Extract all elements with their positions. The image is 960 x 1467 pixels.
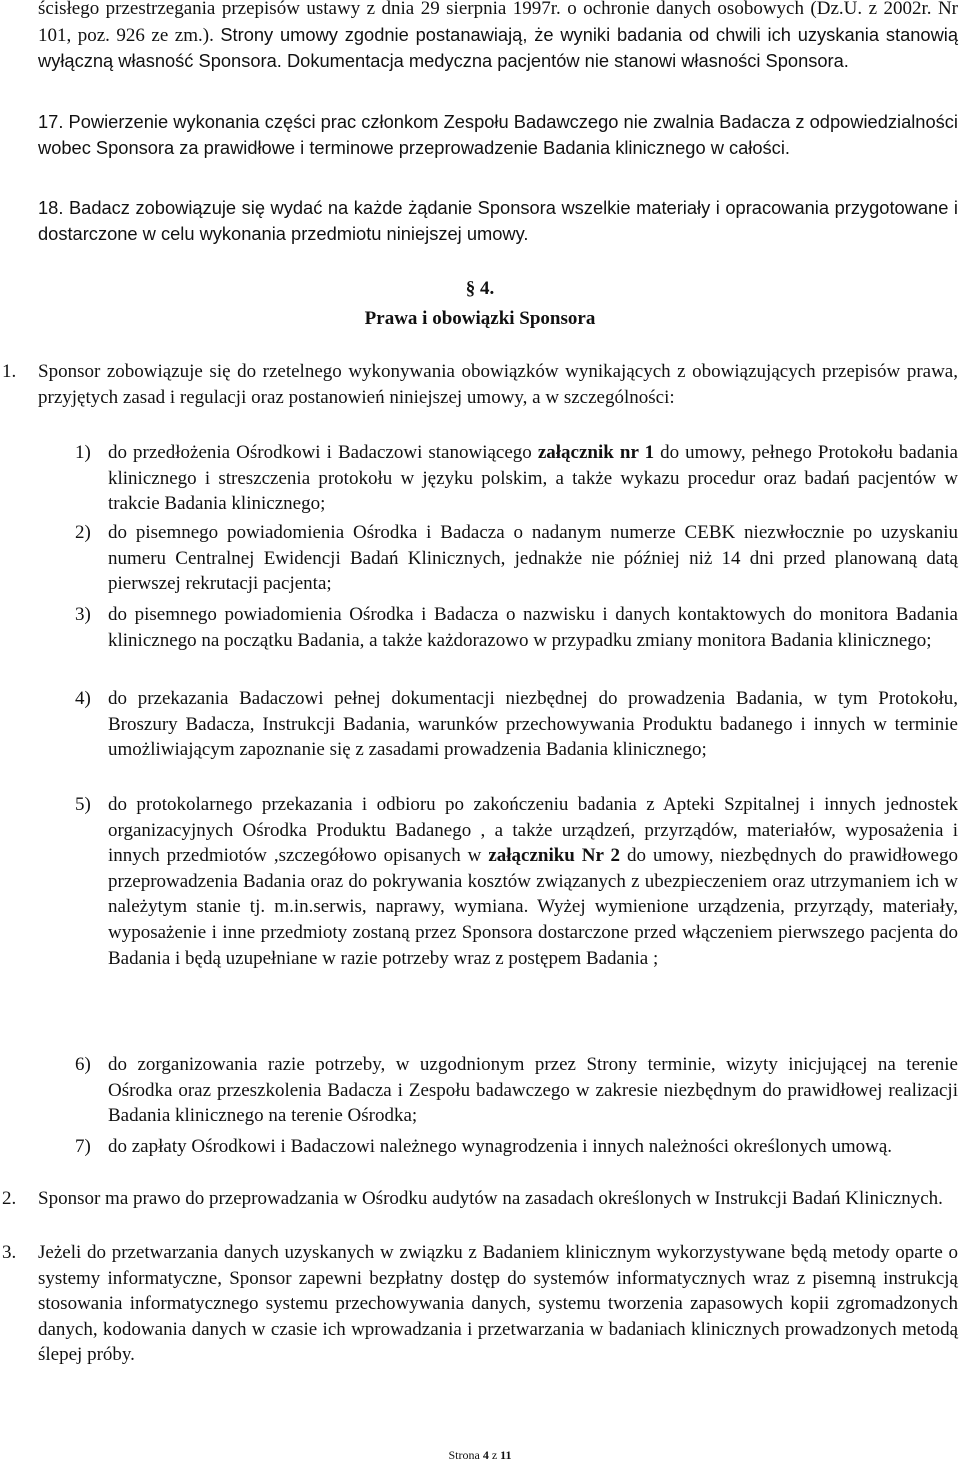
item-2-text: Sponsor ma prawo do przeprowadzania w Ośrodku audytów na zasadach określonych w Instrukcji Badań Klinicznych. (38, 1188, 943, 1209)
paragraph-number: 18. (38, 197, 64, 218)
item-3-text: Jeżeli do przetwarzania danych uzyskanych w związku z Badaniem klinicznym wykorzystywane będą metody oparte o systemy informatyczne, Sponsor zapewni bezpłatny dostęp do systemów informatycznych wraz z pisemną instrukcją stosowania informatycznego systemu przechowywania danych, systemu tworzenia zapasowych kopii zgromadzonych danych, kodowania danych w czasie ich wprowadzania i przetwarzania w badaniach klinicznych prowadzonych metodą ślepej próby. (38, 1242, 958, 1366)
sub-item-number: 4) (75, 688, 91, 709)
sub-item-text: do przekazania Badaczowi pełnej dokumentacji niezbędnej do prowadzenia Badania, w tym Protokołu, Broszury Badacza, Instrukcji Badania, warunków przechowywania Produktu badanego i innych w terminie umożliwiającym zapoznanie się z zasadami prowadzenia Badania klinicznego; (108, 688, 958, 761)
sub-item-text-continued: do umowy, niezbędnych do prawidłowego przeprowadzenia Badania oraz do pokrywania kosztów związanych z ubezpieczeniem oraz utrzymaniem ich w należytym stanie tj. m.in.serwis, naprawy, wymiana. Wyżej wymienione urządzenia, przyrządy, materiały, wyposażenie i inne przedmioty zostaną przez Sponsora dostarczone przed włączeniem pierwszego pacjenta do Badania i będą uzupełniane w razie potrzeby wraz z postępem Badania ; (108, 845, 958, 969)
attachment-reference: załączniku Nr 2 (488, 845, 621, 867)
section-number: § 4. (465, 278, 495, 299)
paragraph-text: Badacz zobowiązuje się wydać na każde żądanie Sponsora wszelkie materiały i opracowania przygotowane i dostarczone w celu wykonania przedmiotu niniejszej umowy. (38, 197, 958, 244)
item-1-text: Sponsor zobowiązuje się do rzetelnego wykonywania obowiązków wynikających z obowiązujących przepisów prawa, przyjętych zasad i regulacji oraz postanowień niniejszej umowy, a w szczególności: (38, 361, 958, 408)
paragraph-number: 17. (38, 111, 64, 132)
paragraph-text: Powierzenie wykonania części prac członkom Zespołu Badawczego nie zwalnia Badacza z odpowiedzialności wobec Sponsora za prawidłowe i terminowe przeprowadzenie Badania klinicznego w całości. (38, 111, 958, 158)
item-number: 1. (2, 361, 17, 382)
sub-item-3-text (108, 602, 958, 653)
sub-item-5-text (108, 792, 958, 971)
sub-item-7-text (108, 1134, 958, 1160)
footer-total-pages: 11 (500, 1448, 512, 1462)
paragraph-18 (38, 195, 958, 246)
sub-item-text: do protokolarnego przekazania i odbioru po zakończeniu badania z Apteki Szpitalnej i innych jednostek organizacyjnych Ośrodka Produktu Badanego , a także urządzeń, przyrządów, materiałów, wyposażenia i innych przedmiotów ,szczegółowo opisanych w (108, 794, 958, 867)
item-number: 2. (2, 1188, 17, 1209)
sub-item-number: 2) (75, 522, 91, 543)
page-footer (0, 1448, 960, 1462)
footer-of: z (491, 1448, 498, 1462)
attachment-reference: załącznik nr 1 (537, 442, 655, 463)
sub-item-text: do zapłaty Ośrodkowi i Badaczowi należnego wynagrodzenia i innych należności określonych umową. (108, 1136, 893, 1157)
sub-item-text: do przedłożenia Ośrodkowi i Badaczowi stanowiącego (108, 442, 538, 463)
sub-item-number: 1) (75, 442, 91, 463)
continuation-text-sans: Strony umowy zgodnie postanawiają, że wyniki badania od chwili ich uzyskania stanowią wyłączną własność Sponsora. Dokumentacja medyczna pacjentów nie stanowi własności Sponsora. (38, 23, 959, 72)
sub-item-1-text (108, 440, 958, 517)
section-title: Prawa i obowiązki Sponsora (364, 308, 596, 329)
sub-item-number: 3) (75, 604, 91, 625)
sub-item-text-continued: do umowy, pełnego Protokołu badania klinicznego i streszczenia protokołu w języku polskim, a także wykazu procedur oraz badań pacjentów w trakcie Badania klinicznego; (108, 442, 958, 515)
sub-item-text: do zorganizowania razie potrzeby, w uzgodnionym przez Strony terminie, wizyty inicjującej na terenie Ośrodka oraz przeszkolenia Badacza i Zespołu badawczego w zakresie niezbędnym do prawidłowej realizacji Badania klinicznego na terenie Ośrodka; (108, 1054, 958, 1127)
sub-item-text: do pisemnego powiadomienia Ośrodka i Badacza o nazwisku i danych kontaktowych do monitora Badania klinicznego na początku Badania, a także każdorazowo w przypadku zmiany monitora Badania klinicznego; (108, 604, 958, 651)
sub-item-number: 6) (75, 1054, 91, 1075)
item-number: 3. (2, 1242, 17, 1263)
sub-item-4-text (108, 686, 958, 763)
sub-item-number: 7) (75, 1136, 91, 1157)
paragraph-17 (38, 109, 958, 160)
footer-label: Strona (448, 1448, 480, 1462)
continuation-text-serif: ścisłego przestrzegania przepisów ustawy z dnia 29 sierpnia 1997r. o ochronie danych osobowych (Dz.U. z 2002r. Nr 101, poz. 926 ze zm.). (38, 0, 958, 46)
sub-item-text: do pisemnego powiadomienia Ośrodka i Badacza o nadanym numerze CEBK niezwłocznie po uzyskaniu numeru Centralnej Ewidencji Badań Klinicznych, jednakże nie później niż 14 dni przed planowaną datą pierwszej rekrutacji pacjenta; (108, 522, 958, 595)
sub-item-2-text (108, 520, 958, 597)
sub-item-number: 5) (75, 794, 91, 815)
footer-page-number: 4 (482, 1448, 489, 1462)
sub-item-6-text (108, 1052, 958, 1129)
continuation-paragraph (38, 0, 958, 75)
